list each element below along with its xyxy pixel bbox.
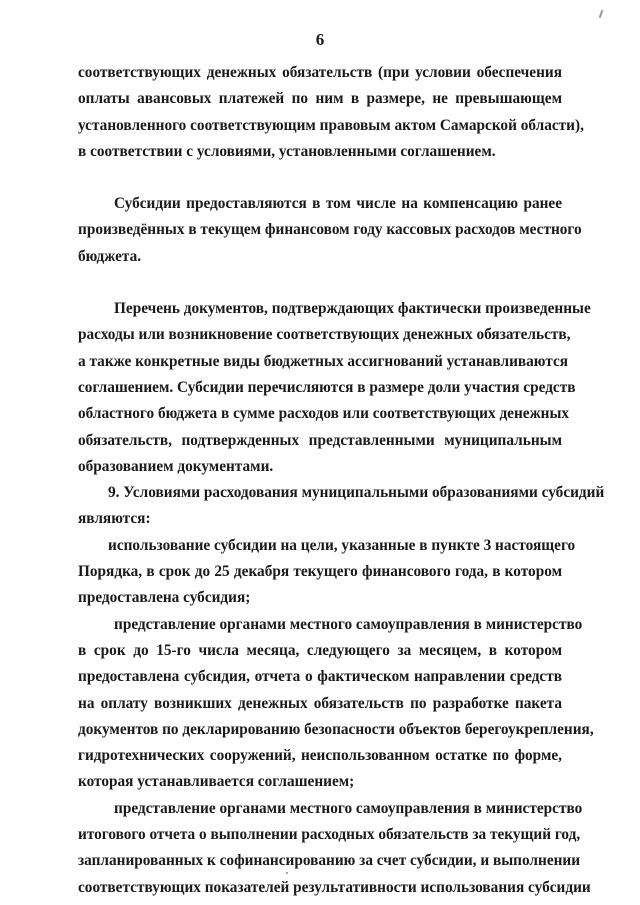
text-line: 9. Условиями расходования муниципальными образованиями субсидий — [108, 484, 605, 502]
text-line: образованием документами. — [78, 457, 274, 475]
text-line: на оплату возникших денежных обязательств по разработке пакета — [78, 694, 562, 712]
text-line: Порядка, в срок до 25 декабря текущего финансового года, в котором — [78, 563, 562, 581]
text-line: оплаты авансовых платежей по ним в размере, не превышающем — [78, 90, 562, 108]
paragraph-gap — [78, 270, 562, 296]
text-line: представление органами местного самоуправления в министерство — [114, 615, 583, 633]
paragraph — [78, 480, 605, 533]
text-line: использование субсидии на цели, указанные в пункте 3 настоящего — [108, 536, 576, 554]
text-line: расходы или возникновение соответствующих денежных обязательств, — [78, 326, 571, 344]
paragraph-gap — [78, 165, 562, 191]
text-line: гидротехнических сооружений, неиспользованном остатке по форме, — [78, 747, 562, 765]
scan-dot — [286, 872, 288, 874]
text-line: предоставлена субсидия, отчета о фактическом направлении средств — [78, 668, 562, 686]
page-number: 6 — [315, 30, 325, 49]
text-line: которая устанавливается соглашением; — [78, 773, 355, 791]
text-line: соответствующих денежных обязательств (при условии обеспечения — [78, 64, 562, 81]
paragraph — [78, 191, 582, 270]
text-line: документов по декларированию безопасности объектов берегоукрепления, — [78, 720, 594, 738]
text-line: установленного соответствующим правовым актом Самарской области), — [78, 116, 584, 134]
paragraph — [78, 796, 591, 901]
text-line: итогового отчета о выполнении расходных обязательств за текущий год, — [78, 826, 581, 844]
text-line: предоставлена субсидия; — [78, 589, 251, 607]
text-line: бюджета. — [78, 247, 142, 265]
document-body — [78, 60, 605, 901]
text-line: обязательств, подтвержденных представленными муниципальным — [78, 431, 562, 449]
text-line: в срок до 15-го числа месяца, следующего за месяцем, в котором — [78, 641, 562, 659]
paragraph — [78, 533, 576, 612]
text-line: произведённых в текущем финансовом году кассовых расходов местного — [78, 221, 582, 239]
text-line: представление органами местного самоуправления в министерство — [114, 799, 583, 817]
text-line: соответствующих показателей результативности использования субсидии — [78, 878, 591, 896]
text-line: соглашением. Субсидии перечисляются в размере доли участия средств — [78, 378, 576, 396]
text-line: в соответствии с условиями, установленными соглашением. — [78, 142, 496, 160]
paragraph — [78, 296, 591, 480]
text-line: областного бюджета в сумме расходов или соответствующих денежных — [78, 405, 570, 423]
scan-mark — [599, 10, 604, 18]
text-line: Перечень документов, подтверждающих фактически произведенные — [114, 300, 591, 318]
paragraph — [78, 60, 584, 165]
text-line: являются: — [78, 510, 151, 528]
text-line: запланированных к софинансированию за счет субсидии, и выполнении — [78, 852, 581, 870]
text-line: а также конкретные виды бюджетных ассигнований устанавливаются — [78, 352, 569, 370]
text-line: Субсидии предоставляются в том числе на компенсацию ранее — [114, 195, 562, 213]
paragraph — [78, 612, 594, 796]
